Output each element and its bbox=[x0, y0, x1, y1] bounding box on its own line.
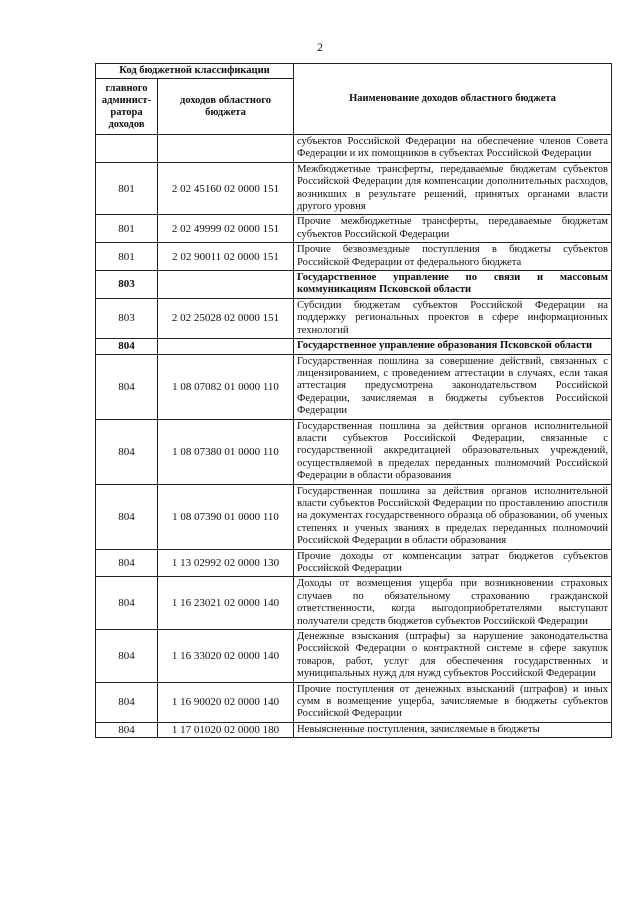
cell-revenue-code: 1 08 07390 01 0000 110 bbox=[158, 484, 294, 549]
cell-revenue-name: Межбюджетные трансферты, передаваемые бюджетам субъектов Российской Федерации для компенсации дополнительных расходов, возникших в результате решений, принятых органами власти другого уровня bbox=[294, 162, 612, 215]
cell-revenue-code: 1 13 02992 02 0000 130 bbox=[158, 549, 294, 577]
cell-revenue-name: Государственная пошлина за действия органов исполнительной власти субъектов Российской Федерации, связанные с государственной аккредитацией образовательных учреждений, осуществляемой в пределах переданных полномочий Российской Федерации в области образования bbox=[294, 419, 612, 484]
cell-revenue-name: Государственное управление по связи и массовым коммуникациям Псковской области bbox=[294, 271, 612, 299]
header-budget-classification-code: Код бюджетной классификации bbox=[96, 64, 294, 79]
header-revenue-name: Наименование доходов областного бюджета bbox=[294, 64, 612, 135]
cell-admin-code: 804 bbox=[96, 682, 158, 722]
cell-admin-code: 803 bbox=[96, 298, 158, 338]
cell-admin-code: 801 bbox=[96, 215, 158, 243]
cell-revenue-code: 1 08 07380 01 0000 110 bbox=[158, 419, 294, 484]
cell-revenue-name: Доходы от возмещения ущерба при возникновении страховых случаев по обязательному страхованию гражданской ответственности, когда выгодоприобретателями выступают получатели средств бюджетов субъектов Российской Федерации bbox=[294, 577, 612, 630]
table-row bbox=[96, 682, 612, 722]
table-row bbox=[96, 298, 612, 338]
table-row bbox=[96, 419, 612, 484]
table-row bbox=[96, 354, 612, 419]
table-section-row bbox=[96, 271, 612, 299]
table-row bbox=[96, 577, 612, 630]
table-row bbox=[96, 215, 612, 243]
budget-classification-table bbox=[95, 63, 612, 738]
cell-admin-code: 804 bbox=[96, 549, 158, 577]
cell-revenue-code: 1 16 90020 02 0000 140 bbox=[158, 682, 294, 722]
cell-revenue-code bbox=[158, 271, 294, 299]
cell-revenue-code: 1 17 01020 02 0000 180 bbox=[158, 722, 294, 737]
cell-revenue-code bbox=[158, 135, 294, 163]
table-row bbox=[96, 135, 612, 163]
cell-revenue-name: Прочие поступления от денежных взысканий (штрафов) и иных сумм в возмещение ущерба, зачисляемые в бюджеты субъектов Российской Федерации bbox=[294, 682, 612, 722]
cell-revenue-code: 2 02 25028 02 0000 151 bbox=[158, 298, 294, 338]
cell-admin-code: 801 bbox=[96, 162, 158, 215]
cell-revenue-name: Государственная пошлина за совершение действий, связанных с лицензированием, с проведением аттестации в случаях, если такая аттестация предусмотрена законодательством Российской Федерации, зачисляемая в бюджеты субъектов Российской Федерации bbox=[294, 354, 612, 419]
cell-revenue-name: субъектов Российской Федерации на обеспечение членов Совета Федерации и их помощников в субъектах Российской Федерации bbox=[294, 135, 612, 163]
table-row bbox=[96, 630, 612, 683]
table-row bbox=[96, 722, 612, 737]
cell-admin-code: 801 bbox=[96, 243, 158, 271]
cell-revenue-code: 2 02 49999 02 0000 151 bbox=[158, 215, 294, 243]
cell-revenue-code: 1 08 07082 01 0000 110 bbox=[158, 354, 294, 419]
table-row bbox=[96, 162, 612, 215]
cell-revenue-name: Субсидии бюджетам субъектов Российской Федерации на поддержку региональных проектов в сфере информационных технологий bbox=[294, 298, 612, 338]
cell-admin-code: 804 bbox=[96, 630, 158, 683]
table-row bbox=[96, 484, 612, 549]
table-section-row bbox=[96, 339, 612, 354]
cell-revenue-name: Прочие доходы от компенсации затрат бюджетов субъектов Российской Федерации bbox=[294, 549, 612, 577]
cell-revenue-name: Прочие межбюджетные трансферты, передаваемые бюджетам субъектов Российской Федерации bbox=[294, 215, 612, 243]
cell-revenue-code: 1 16 33020 02 0000 140 bbox=[158, 630, 294, 683]
cell-revenue-code: 2 02 90011 02 0000 151 bbox=[158, 243, 294, 271]
cell-revenue-code bbox=[158, 339, 294, 354]
cell-revenue-code: 2 02 45160 02 0000 151 bbox=[158, 162, 294, 215]
page-number: 2 bbox=[317, 40, 323, 54]
cell-revenue-name: Денежные взыскания (штрафы) за нарушение законодательства Российской Федерации о контрактной системе в сфере закупок товаров, работ, услуг для обеспечения государственных и муниципальных нужд для нужд субъектов Российской Федерации bbox=[294, 630, 612, 683]
table-row bbox=[96, 243, 612, 271]
cell-admin-code: 804 bbox=[96, 354, 158, 419]
cell-admin-code: 804 bbox=[96, 722, 158, 737]
header-revenue-code: доходов областного бюджета bbox=[158, 79, 294, 135]
table-row bbox=[96, 549, 612, 577]
cell-revenue-name: Невыясненные поступления, зачисляемые в бюджеты bbox=[294, 722, 612, 737]
cell-admin-code bbox=[96, 135, 158, 163]
header-chief-administrator: главного админист-ратора доходов bbox=[96, 79, 158, 135]
cell-revenue-name: Прочие безвозмездные поступления в бюджеты субъектов Российской Федерации от федерального бюджета bbox=[294, 243, 612, 271]
cell-revenue-name: Государственная пошлина за действия органов исполнительной власти субъектов Российской Федерации по проставлению апостиля на документах государственного образца об образовании, об ученых степенях и ученых званиях в пределах переданных полномочий Российской Федерации в области образования bbox=[294, 484, 612, 549]
table-body bbox=[96, 135, 612, 738]
cell-admin-code: 804 bbox=[96, 339, 158, 354]
cell-admin-code: 804 bbox=[96, 419, 158, 484]
cell-revenue-code: 1 16 23021 02 0000 140 bbox=[158, 577, 294, 630]
cell-admin-code: 804 bbox=[96, 577, 158, 630]
cell-admin-code: 804 bbox=[96, 484, 158, 549]
cell-revenue-name: Государственное управление образования Псковской области bbox=[294, 339, 612, 354]
cell-admin-code: 803 bbox=[96, 271, 158, 299]
